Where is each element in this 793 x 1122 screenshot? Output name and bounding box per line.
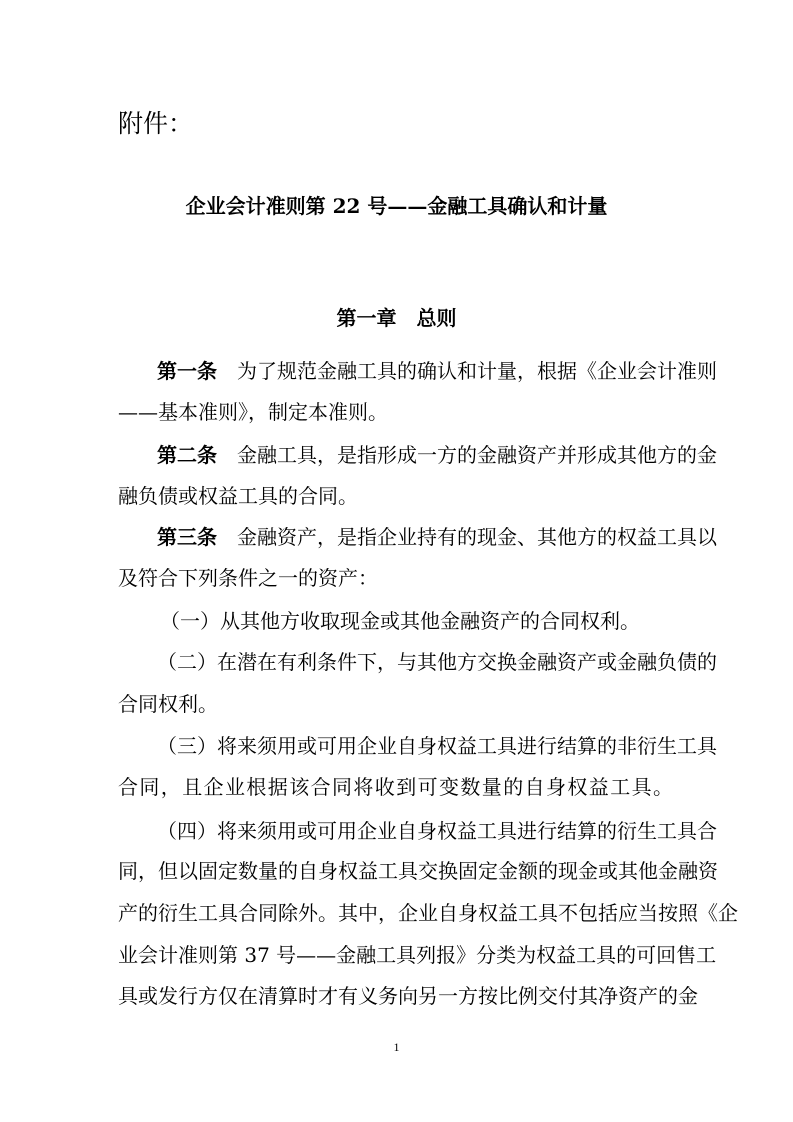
item-4-line-2: 同，但以固定数量的自身权益工具交换固定金额的现金或其他金融资: [118, 859, 718, 883]
page-number: 1: [393, 1040, 400, 1054]
article-label: 第三条: [157, 525, 217, 549]
item-1-line-1: （一）从其他方收取现金或其他金融资产的合同权利。: [160, 609, 640, 633]
article-text: 金融资产，是指企业持有的现金、其他方的权益工具以: [237, 525, 717, 549]
item-2-line-1: （二）在潜在有利条件下，与其他方交换金融资产或金融负债的: [157, 650, 717, 674]
item-3-line-2: 合同，且企业根据该合同将收到可变数量的自身权益工具。: [118, 775, 673, 799]
item-4-line-1: （四）将来须用或可用企业自身权益工具进行结算的衍生工具合: [157, 819, 717, 843]
article-label: 第一条: [157, 359, 217, 383]
item-4-line-5: 具或发行方仅在清算时才有义务向另一方按比例交付其净资产的金: [118, 984, 698, 1008]
item-2-line-2: 合同权利。: [118, 692, 218, 716]
article-3-line-2: 及符合下列条件之一的资产：: [118, 566, 378, 590]
article-text: 为了规范金融工具的确认和计量，根据《企业会计准则: [237, 359, 717, 383]
item-4-line-4: 业会计准则第 37 号——金融工具列报》分类为权益工具的可回售工: [118, 943, 717, 967]
chapter-heading: 第一章 总则: [336, 306, 457, 330]
article-1-line-2: ——基本准则》，制定本准则。: [118, 400, 388, 424]
article-3-line-1: [157, 524, 717, 550]
attachment-label: 附件：: [118, 109, 194, 138]
item-4-line-3: 产的衍生工具合同除外。其中，企业自身权益工具不包括应当按照《企: [118, 901, 738, 925]
item-3-line-1: （三）将来须用或可用企业自身权益工具进行结算的非衍生工具: [157, 734, 717, 758]
article-text: 金融工具，是指形成一方的金融资产并形成其他方的金: [237, 443, 717, 467]
article-2-line-2: 融负债或权益工具的合同。: [118, 484, 358, 508]
document-title: 企业会计准则第 22 号——金融工具确认和计量: [185, 194, 608, 218]
article-1-line-1: [157, 358, 717, 384]
article-label: 第二条: [157, 443, 217, 467]
article-2-line-1: [157, 442, 717, 468]
